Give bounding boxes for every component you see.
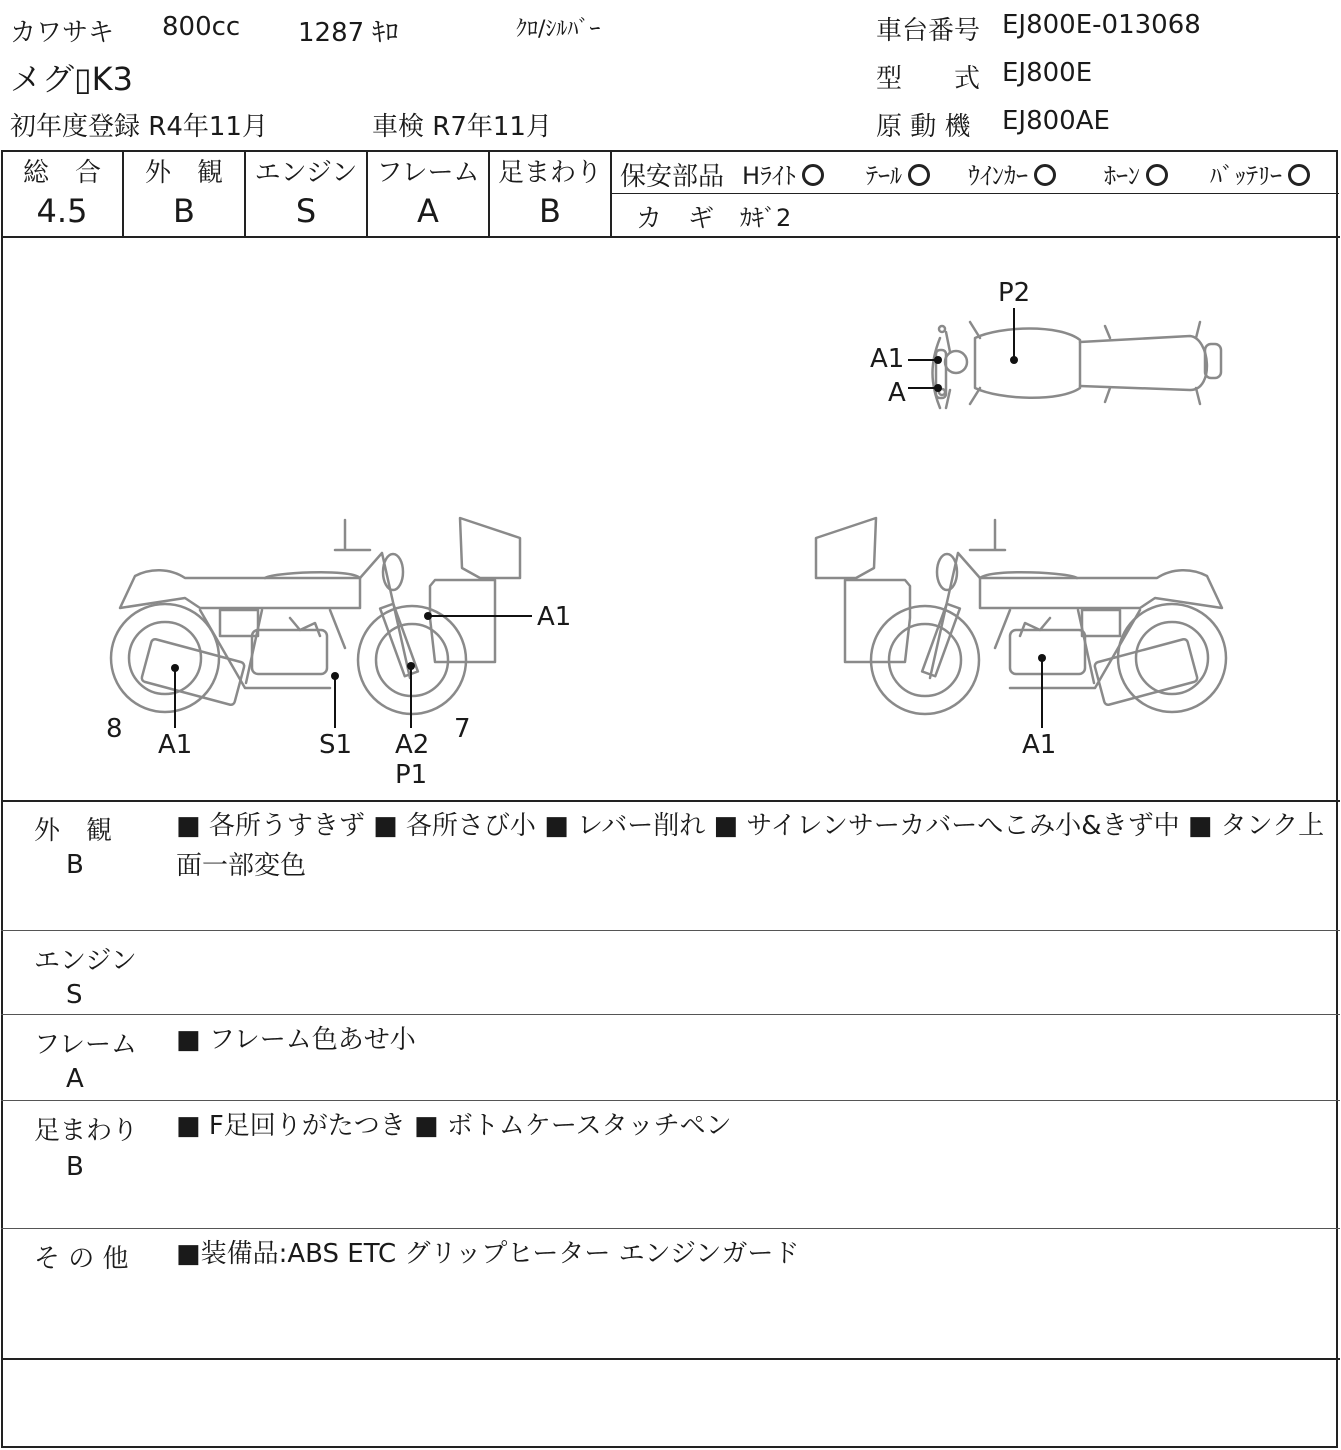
mark-left-a1-muffler: A1 — [158, 730, 193, 760]
section-other-label: そ の 他 — [34, 1244, 129, 1274]
key-label: カ ギ — [636, 204, 715, 234]
safety-item-headlight — [742, 156, 824, 191]
section-frame-label: フレーム — [34, 1030, 137, 1060]
score-suspension-label: 足まわり — [497, 158, 602, 188]
section-exterior-label: 外 観 — [34, 816, 113, 846]
divider-section — [1, 930, 1340, 931]
ok-circle-icon — [802, 164, 824, 186]
engine-model: EJ800AE — [1002, 106, 1110, 136]
score-total-label: 総 合 — [22, 158, 101, 188]
bike-right-view — [816, 518, 1226, 714]
safety-item-label: Hﾗｲﾄ — [742, 162, 797, 190]
divider-key — [612, 193, 1339, 194]
divider-diagram — [1, 800, 1340, 802]
mark-top-a: A — [888, 378, 906, 408]
score-total-value: 4.5 — [36, 192, 88, 230]
safety-item-horn — [1104, 156, 1168, 191]
score-exterior-label: 外 観 — [144, 158, 223, 188]
ok-circle-icon — [1034, 164, 1056, 186]
mark-top-p2: P2 — [998, 278, 1031, 308]
section-frame-text: ■ フレーム色あせ小 — [176, 1025, 416, 1055]
section-exterior-text: ■ 各所うすきず ■ 各所さび小 ■ レバー削れ ■ サイレンサーカバーへこみ小&きず中 ■ タンク上面一部変色 — [176, 811, 1325, 881]
section-other-text: ■装備品:ABS ETC グリップヒーター エンジンガード — [176, 1239, 800, 1269]
section-suspension-label: 足まわり — [34, 1116, 139, 1146]
safety-item-winker — [968, 156, 1056, 191]
mark-top-a1: A1 — [870, 344, 905, 374]
frame-no-label: 車台番号 — [876, 16, 981, 46]
engine-label: 原 動 機 — [876, 112, 971, 142]
score-suspension-value: B — [539, 192, 561, 230]
mark-right-a1: A1 — [1022, 730, 1057, 760]
mark-left-p1: P1 — [395, 760, 428, 790]
mark-left-7: 7 — [454, 714, 471, 744]
section-exterior-grade: B — [66, 850, 84, 880]
type-label: 型 式 — [876, 64, 981, 94]
safety-item-tail — [866, 156, 930, 191]
displacement: 800cc — [162, 12, 241, 42]
section-engine-label: エンジン — [34, 946, 137, 976]
ok-circle-icon — [1146, 164, 1168, 186]
damage-diagram — [0, 238, 1341, 800]
score-engine-value: S — [295, 192, 317, 230]
ok-circle-icon — [908, 164, 930, 186]
section-suspension-text: ■ F足回りがたつき ■ ボトムケースタッチペン — [176, 1111, 732, 1141]
color: ｸﾛ/ｼﾙﾊﾞｰ — [516, 17, 601, 42]
divider-section — [1, 1100, 1340, 1101]
divider — [610, 150, 612, 238]
safety-item-label: ﾃｰﾙ — [866, 162, 902, 190]
mileage: 1287 ｷﾛ — [298, 18, 399, 48]
safety-item-label: ｳｲﾝｶｰ — [968, 162, 1028, 190]
score-frame-label: フレーム — [376, 158, 480, 188]
maker: カワサキ — [10, 18, 115, 48]
score-exterior-value: B — [173, 192, 195, 230]
safety-item-label: ﾎｰﾝ — [1104, 162, 1140, 190]
mark-left-a2: A2 — [395, 730, 430, 760]
section-suspension-grade: B — [66, 1152, 84, 1182]
first-registration: 初年度登録 R4年11月 — [10, 112, 268, 142]
section-frame-grade: A — [66, 1064, 84, 1094]
mark-left-a1-cowl: A1 — [537, 602, 572, 632]
divider-section — [1, 1228, 1340, 1229]
ok-circle-icon — [1288, 164, 1310, 186]
divider-section — [1, 1014, 1340, 1015]
frame-no: EJ800E-013068 — [1002, 10, 1201, 40]
inspection: 車検 R7年11月 — [372, 112, 552, 142]
mark-left-8: 8 — [106, 714, 123, 744]
score-frame-value: A — [417, 192, 439, 230]
model-name: メグ▯K3 — [10, 60, 133, 98]
safety-item-battery — [1210, 156, 1310, 191]
type-value: EJ800E — [1002, 58, 1093, 88]
key-value: ｶｷﾞ2 — [740, 204, 792, 232]
mark-left-s1: S1 — [319, 730, 353, 760]
bike-top-view — [933, 322, 1222, 408]
safety-parts-title: 保安部品 — [620, 162, 725, 192]
divider-bottom — [1, 1358, 1340, 1360]
score-engine-label: エンジン — [254, 158, 358, 188]
section-engine-grade: S — [66, 980, 83, 1010]
safety-item-label: ﾊﾞｯﾃﾘｰ — [1210, 162, 1282, 190]
